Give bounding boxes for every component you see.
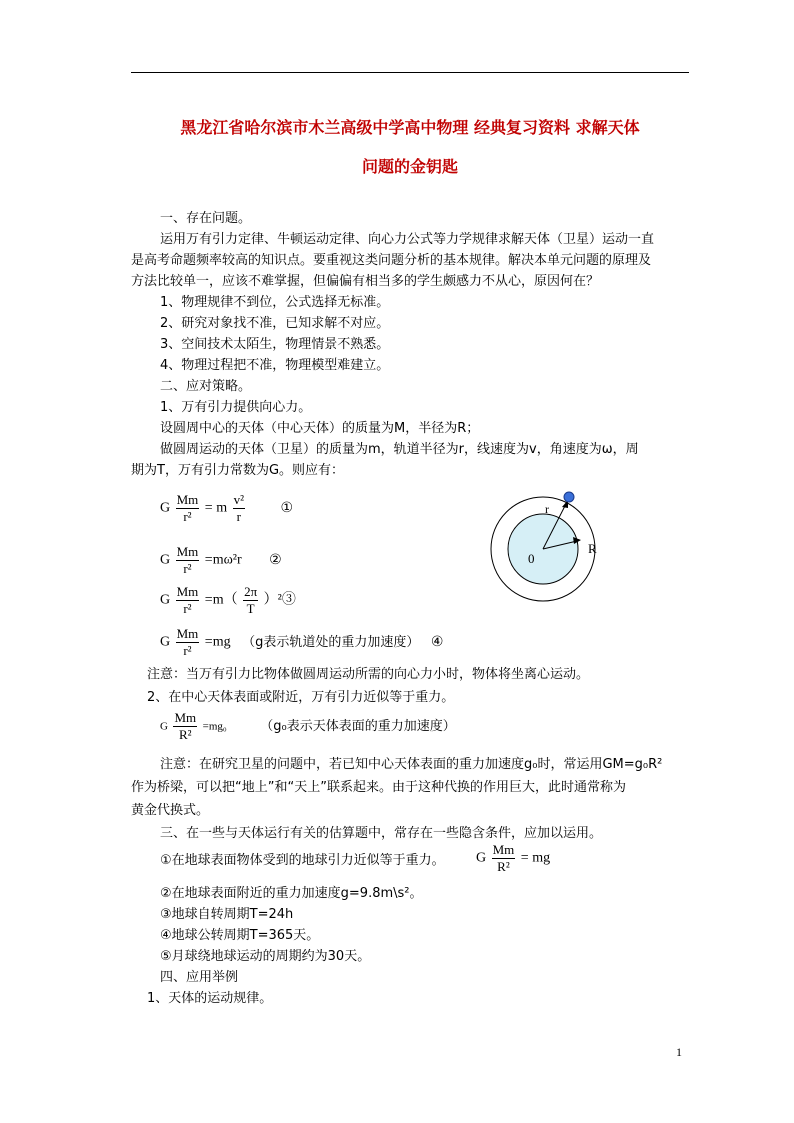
subsection-2-2: 2、在中心天体表面或附近，万有引力近似等于重力。 — [147, 690, 455, 705]
reason-item: 4、物理过程把不准，物理模型难建立。 — [160, 358, 390, 373]
equation-5: G $\frac{Mm}{\text{R²}}$ =mg₀ （g₀表示天体表面的重力加速度） — [160, 710, 456, 742]
label-r: r — [545, 502, 549, 516]
section-2-heading: 二、应对策略。 — [160, 379, 252, 394]
definition-line-1: 设圆周中心的天体（中心天体）的质量为M，半径为R； — [160, 421, 480, 436]
title-line-2: 问题的金钥匙 — [361, 157, 458, 176]
section-4-heading: 四、应用举例 — [160, 970, 239, 985]
equation-6: G $\frac{Mm}{\text{R²}}$ = mg — [476, 842, 551, 874]
note-1: 注意：当万有引力比物体做圆周运动所需的向心力小时，物体将坐离心运动。 — [147, 667, 590, 682]
orbit-diagram — [485, 485, 615, 617]
equation-1: G $\frac{Mm}{\text{r²}}$ = m $\frac{\text{v²}}{r}$ ① — [160, 492, 294, 524]
paragraph-1-line-1: 运用万有引力定律、牛顿运动定律、向心力公式等力学规律求解天体（卫星）运动一直 — [160, 232, 655, 247]
definition-line-2: 做圆周运动的天体（卫星）的质量为m，轨道半径为r，线速度为v，角速度为ω，周 — [160, 442, 639, 457]
note-2-line-3: 黄金代换式。 — [131, 803, 210, 818]
condition-2: ②在地球表面附近的重力加速度g=9.8m\s²。 — [160, 886, 423, 901]
label-O: 0 — [528, 551, 535, 566]
paragraph-1-line-2: 是高考命题频率较高的知识点。要重视这类问题分析的基本规律。解决本单元问题的原理及 — [131, 253, 652, 268]
condition-4: ④地球公转周期T=365天。 — [160, 928, 320, 943]
subsection-4-1: 1、天体的运动规律。 — [147, 991, 273, 1006]
equation-4: G $\frac{Mm}{\text{r²}}$ =mg （g表示轨道处的重力加速度） ④ — [160, 626, 444, 658]
equation-3: G $\frac{Mm}{\text{r²}}$ =m（ $\frac{2\pi}{T}$ ）²③ — [160, 584, 296, 616]
reason-item: 3、空间技术太陌生，物理情景不熟悉。 — [160, 337, 390, 352]
subsection-2-1: 1、万有引力提供向心力。 — [160, 400, 312, 415]
condition-3: ③地球自转周期T=24h — [160, 907, 294, 922]
satellite — [564, 492, 574, 502]
condition-5: ⑤月球绕地球运动的周期约为30天。 — [160, 949, 371, 964]
label-R: R — [588, 541, 597, 556]
reason-item: 2、研究对象找不准，已知求解不对应。 — [160, 316, 390, 331]
title-line-1: 黑龙江省哈尔滨市木兰高级中学高中物理 经典复习资料 求解天体 — [180, 118, 640, 137]
note-2-line-1: 注意：在研究卫星的问题中，若已知中心天体表面的重力加速度g₀时，常运用GM=g₀R² — [160, 757, 663, 772]
section-1-heading: 一、存在问题。 — [160, 211, 252, 226]
section-3-heading: 三、在一些与天体运行有关的估算题中，常存在一些隐含条件，应加以运用。 — [160, 826, 603, 841]
definition-line-3: 期为T，万有引力常数为G。则应有： — [131, 463, 345, 478]
page-number: 1 — [676, 1045, 682, 1059]
equation-2: G $\frac{Mm}{\text{r²}}$ =mω²r ② — [160, 544, 282, 576]
header-rule — [131, 72, 689, 73]
paragraph-1-line-3: 方法比较单一，应该不难掌握，但偏偏有相当多的学生颇感力不从心，原因何在？ — [131, 274, 600, 289]
reason-item: 1、物理规律不到位，公式选择无标准。 — [160, 295, 390, 310]
condition-1: ①在地球表面物体受到的地球引力近似等于重力。 — [160, 853, 445, 868]
note-2-line-2: 作为桥梁，可以把“地上”和“天上”联系起来。由于这种代换的作用巨大，此时通常称为 — [131, 780, 626, 795]
